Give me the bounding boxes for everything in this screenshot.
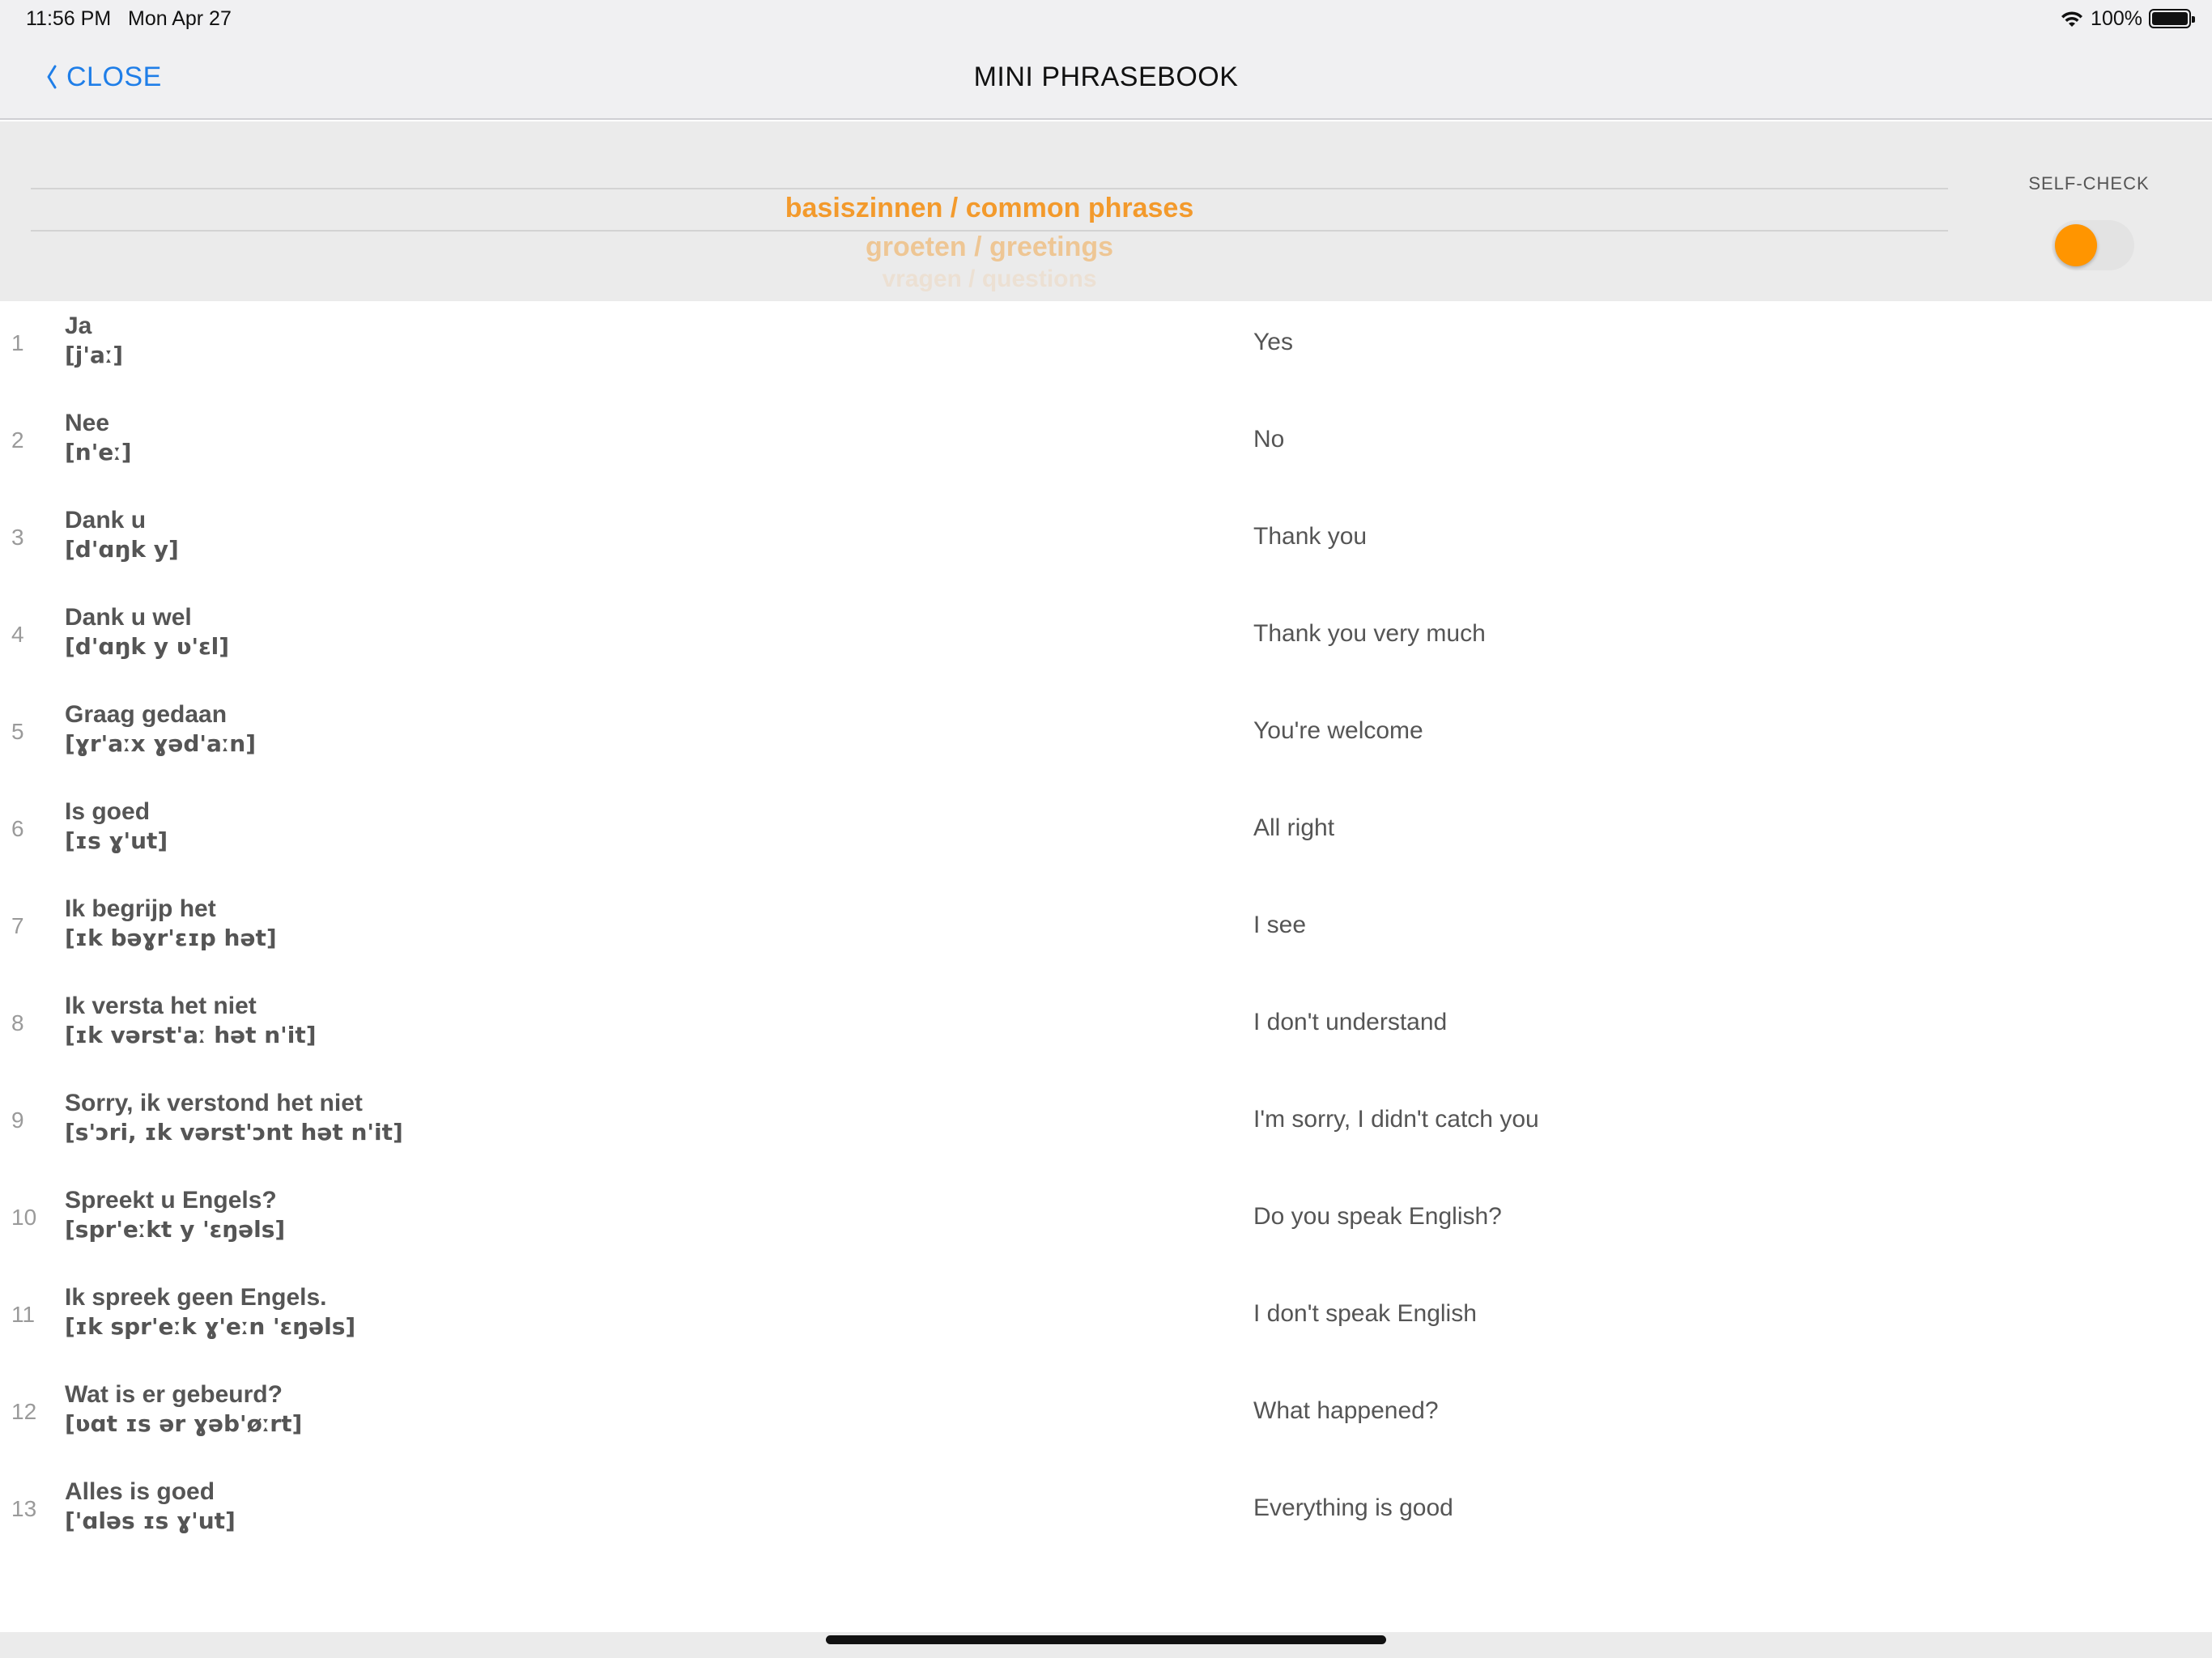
phrase-dutch: Ik begrijp het bbox=[65, 895, 216, 922]
phrase-pronunciation: [ɣr'aːx ɣəd'aːn] bbox=[65, 730, 257, 757]
phrase-english: Everything is good bbox=[1253, 1494, 1453, 1521]
phrase-english: What happened? bbox=[1253, 1397, 1439, 1424]
phrase-dutch: Wat is er gebeurd? bbox=[65, 1381, 283, 1408]
phrase-pronunciation: [ɪk spr'eːk ɣ'eːn 'ɛŋəls] bbox=[65, 1313, 356, 1340]
phrase-dutch: Spreekt u Engels? bbox=[65, 1187, 277, 1214]
nav-bar bbox=[0, 37, 2212, 120]
phrase-english: I don't speak English bbox=[1253, 1300, 1477, 1327]
phrase-number: 8 bbox=[11, 1010, 24, 1035]
phrase-number: 12 bbox=[11, 1399, 37, 1424]
battery-percent: 100% bbox=[2091, 6, 2142, 30]
status-bar bbox=[0, 0, 2212, 37]
phrase-english: I see bbox=[1253, 912, 1307, 938]
phrase-english: Thank you very much bbox=[1253, 620, 1486, 647]
phrase-pronunciation: [j'aː] bbox=[65, 342, 124, 368]
phrase-number: 1 bbox=[11, 330, 24, 355]
header-panel bbox=[0, 121, 2212, 301]
list-item[interactable] bbox=[0, 1467, 2212, 1564]
phrase-dutch: Ik spreek geen Engels. bbox=[65, 1284, 327, 1311]
phrase-dutch: Alles is goed bbox=[65, 1478, 215, 1505]
phrase-dutch: Ik versta het niet bbox=[65, 993, 257, 1019]
phrase-number: 10 bbox=[11, 1205, 37, 1230]
status-date: Mon Apr 27 bbox=[128, 7, 232, 30]
list-item[interactable] bbox=[0, 495, 2212, 593]
list-item[interactable] bbox=[0, 1175, 2212, 1273]
phrase-english: I don't understand bbox=[1253, 1009, 1448, 1035]
picker-selection-line-top bbox=[31, 188, 1948, 189]
phrase-list bbox=[0, 301, 2212, 1564]
phrase-pronunciation: [spr'eːkt y 'ɛŋəls] bbox=[65, 1216, 286, 1243]
picker-item-next2[interactable]: vragen / questions bbox=[882, 266, 1097, 291]
list-item[interactable] bbox=[0, 787, 2212, 884]
status-right bbox=[2060, 6, 2191, 31]
phrase-pronunciation: [ɪk bəɣr'ɛɪp hət] bbox=[65, 925, 277, 951]
wifi-icon bbox=[2060, 9, 2084, 28]
phrase-number: 3 bbox=[11, 525, 24, 550]
list-item[interactable] bbox=[0, 593, 2212, 690]
list-item[interactable] bbox=[0, 884, 2212, 981]
list-item[interactable] bbox=[0, 1078, 2212, 1175]
phrase-pronunciation: [ʋɑt ɪs ər ɣəb'øːrt] bbox=[65, 1410, 303, 1437]
phrase-dutch: Is goed bbox=[65, 798, 151, 825]
phrase-number: 4 bbox=[11, 622, 24, 647]
phrase-dutch: Nee bbox=[65, 410, 110, 436]
close-button-label: CLOSE bbox=[66, 61, 162, 92]
phrase-dutch: Dank u bbox=[65, 507, 147, 534]
phrase-number: 2 bbox=[11, 427, 24, 453]
phrase-pronunciation: [s'ɔri, ɪk vərst'ɔnt hət n'it] bbox=[65, 1119, 403, 1146]
list-item[interactable] bbox=[0, 690, 2212, 787]
phrase-pronunciation: [d'ɑŋk y] bbox=[65, 536, 179, 563]
phrase-dutch: Graag gedaan bbox=[65, 701, 228, 728]
phrase-dutch: Ja bbox=[65, 312, 92, 339]
phrase-english: You're welcome bbox=[1253, 717, 1423, 744]
phrase-pronunciation: ['ɑləs ɪs ɣ'ut] bbox=[65, 1507, 236, 1534]
phrase-pronunciation: [ɪk vərst'aː hət n'it] bbox=[65, 1022, 317, 1048]
phrase-pronunciation: [n'eː] bbox=[65, 439, 132, 466]
self-check-toggle[interactable] bbox=[2052, 220, 2134, 270]
phrase-number: 9 bbox=[11, 1107, 24, 1133]
page-title: MINI PHRASEBOOK bbox=[973, 62, 1239, 92]
phrase-number: 6 bbox=[11, 816, 24, 841]
phrase-english: Yes bbox=[1253, 329, 1293, 355]
phrase-number: 5 bbox=[11, 719, 24, 744]
phrase-pronunciation: [d'ɑŋk y ʋ'ɛl] bbox=[65, 633, 230, 660]
list-item[interactable] bbox=[0, 981, 2212, 1078]
phrase-english: No bbox=[1253, 426, 1285, 453]
self-check-label: SELF-CHECK bbox=[2028, 173, 2150, 193]
home-indicator[interactable] bbox=[826, 1635, 1386, 1644]
phrase-english: Do you speak English? bbox=[1253, 1203, 1502, 1230]
phrase-dutch: Sorry, ik verstond het niet bbox=[65, 1090, 363, 1116]
list-item[interactable] bbox=[0, 1370, 2212, 1467]
phrase-number: 11 bbox=[11, 1302, 36, 1327]
toggle-knob bbox=[2055, 224, 2097, 266]
category-picker[interactable] bbox=[31, 170, 1948, 291]
list-item[interactable] bbox=[0, 398, 2212, 495]
phrase-dutch: Dank u wel bbox=[65, 604, 192, 631]
phrase-english: All right bbox=[1253, 814, 1335, 841]
picker-item-selected[interactable]: basiszinnen / common phrases bbox=[785, 193, 1194, 223]
phrase-english: I'm sorry, I didn't catch you bbox=[1253, 1106, 1539, 1133]
battery-icon bbox=[2149, 9, 2191, 28]
list-item[interactable] bbox=[0, 1273, 2212, 1370]
phrase-english: Thank you bbox=[1253, 523, 1368, 550]
phrase-number: 7 bbox=[11, 913, 24, 938]
picker-item-next[interactable]: groeten / greetings bbox=[865, 232, 1114, 262]
list-item[interactable] bbox=[0, 301, 2212, 398]
phrase-pronunciation: [ɪs ɣ'ut] bbox=[65, 827, 168, 854]
status-time: 11:56 PM bbox=[26, 7, 112, 30]
phrase-number: 13 bbox=[11, 1496, 37, 1521]
